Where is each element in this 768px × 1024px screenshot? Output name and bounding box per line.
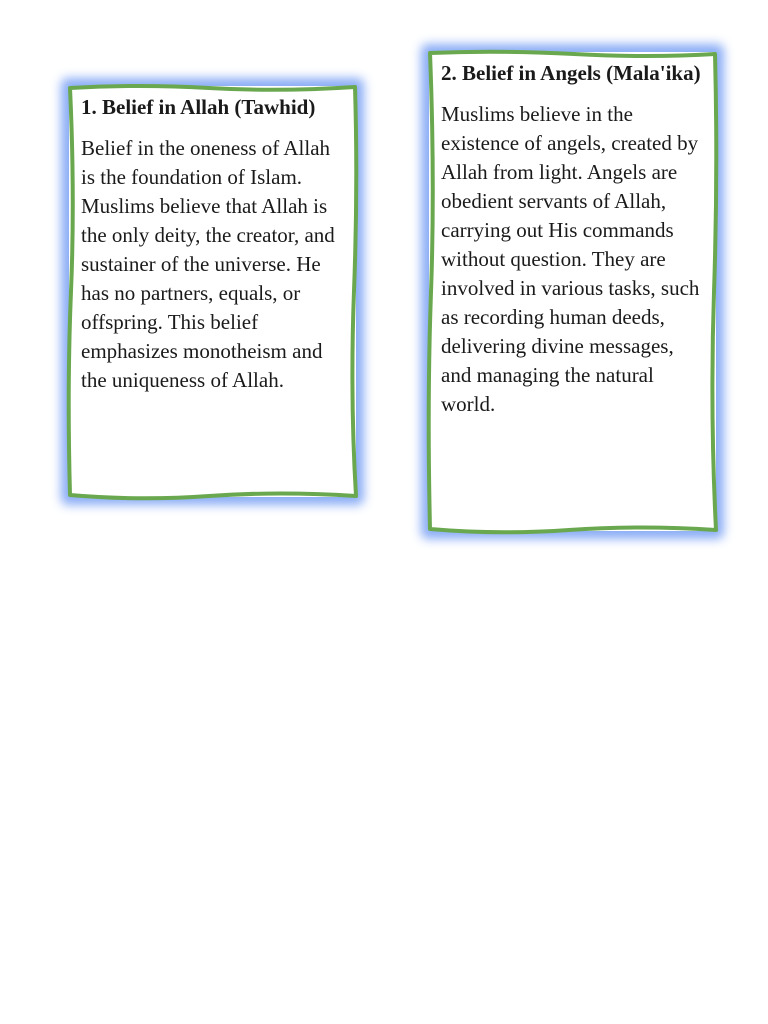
- card-title: 1. Belief in Allah (Tawhid): [81, 95, 316, 119]
- card-body: Belief in the oneness of Allah is the foundation of Islam. Muslims believe that Allah is the only deity, the creator, and sustainer of the universe. He has no partners, equals, or offspring. This belief emphasizes monotheism and the uniqueness of Allah.: [81, 136, 335, 392]
- card-body: Muslims believe in the existence of angels, created by Allah from light. Angels are obedient servants of Allah, carrying out His commands without question. They are involved in various tasks, such as recording human deeds, delivering divine messages, and managing the natural world.: [441, 102, 700, 416]
- card-content: [81, 93, 346, 395]
- belief-card-angels: [429, 52, 716, 531]
- card-title: 2. Belief in Angels (Mala'ika): [441, 61, 701, 85]
- card-content: [441, 59, 706, 419]
- belief-card-tawhid: [69, 86, 356, 497]
